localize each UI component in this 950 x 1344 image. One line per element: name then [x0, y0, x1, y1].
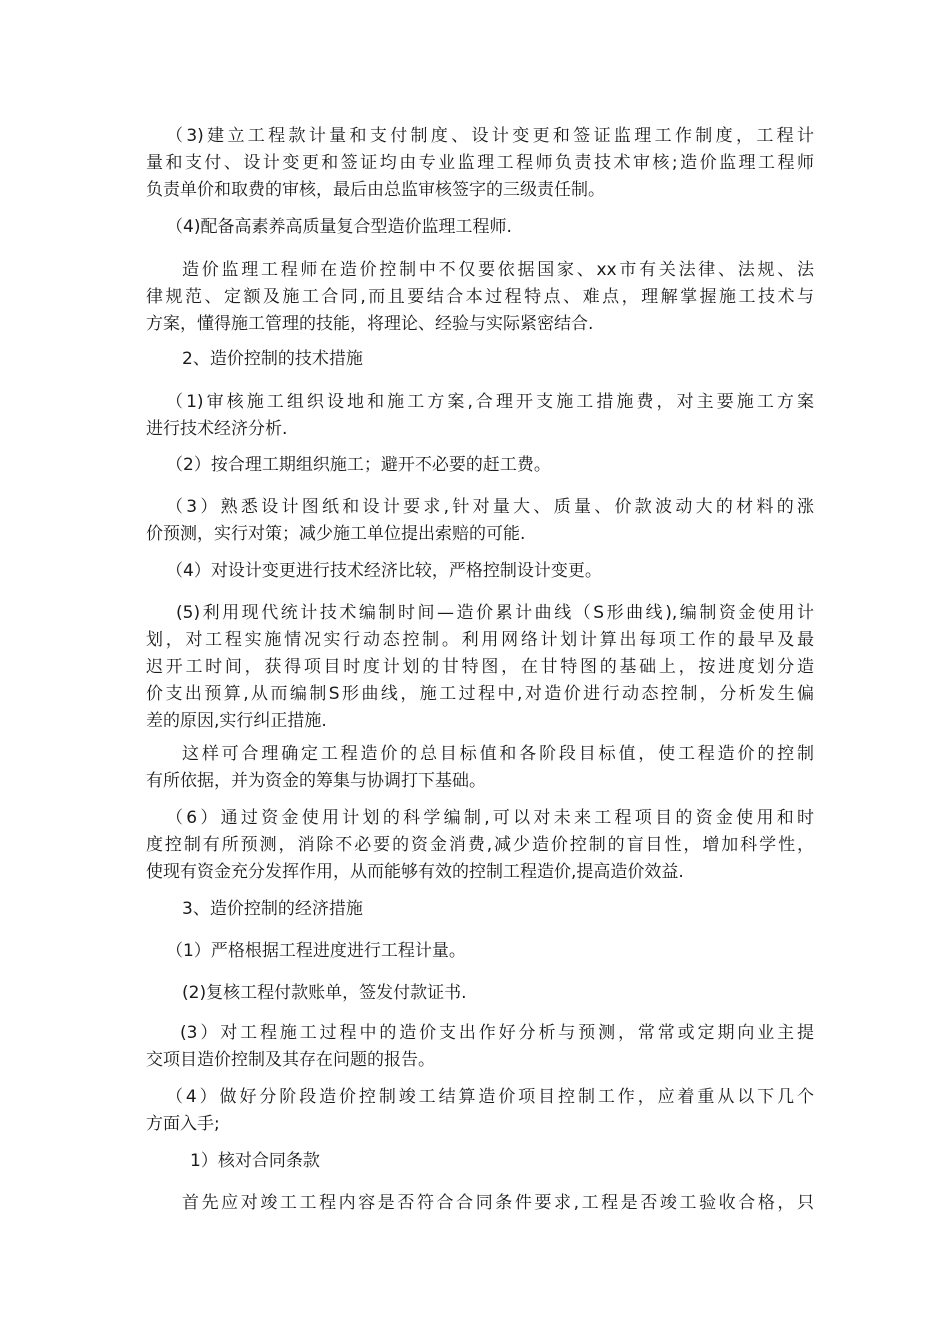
text-line: 方面入手;	[146, 1114, 220, 1134]
section-heading-text: 3、造价控制的经济措施	[182, 899, 363, 919]
section-heading-economic-measures	[146, 896, 814, 923]
text-line: （3)建立工程款计量和支付制度、设计变更和签证监理工作制度，工程计	[166, 126, 814, 146]
paragraph-engineer-requirements	[146, 257, 814, 338]
paragraph-cost-measurement-system	[146, 123, 814, 204]
text-line: 迟开工时间，获得项目时度计划的甘特图，在甘特图的基础上，按进度划分造	[146, 657, 814, 677]
text-line: （4）做好分阶段造价控制竣工结算造价项目控制工作，应着重从以下几个	[166, 1087, 814, 1107]
text-line: （4）对设计变更进行技术经济比较，严格控制设计变更。	[166, 561, 602, 581]
text-line: （6）通过资金使用计划的科学编制,可以对未来工程项目的资金使用和时	[166, 808, 814, 828]
text-line: 交项目造价控制及其存在问题的报告。	[146, 1050, 435, 1070]
text-line: （1)审核施工组织设地和施工方案,合理开支施工措施费，对主要施工方案	[166, 392, 814, 412]
text-line: 这样可合理确定工程造价的总目标值和各阶段目标值，使工程造价的控制	[182, 744, 814, 764]
paragraph-target-values	[146, 741, 814, 795]
paragraph-staffing	[146, 214, 814, 241]
paragraph-tech-item-3	[146, 494, 814, 548]
paragraph-check-contract-body	[146, 1190, 814, 1217]
subheading-text: 1）核对合同条款	[190, 1151, 320, 1171]
text-line: 价支出预算,从而编制S形曲线，施工过程中,对造价进行动态控制，分析发生偏	[146, 684, 814, 704]
text-line: 差的原因,实行纠正措施.	[146, 711, 327, 731]
paragraph-econ-item-3	[146, 1020, 814, 1074]
text-line: 首先应对竣工工程内容是否符合合同条件要求,工程是否竣工验收合格，只	[182, 1193, 814, 1213]
text-line: 律规范、定额及施工合同,而且要结合本过程特点、难点，理解掌握施工技术与	[146, 287, 814, 307]
text-line: (5)利用现代统计技术编制时间—造价累计曲线（S形曲线),编制资金使用计	[176, 603, 814, 623]
section-heading-text: 2、造价控制的技术措施	[182, 349, 363, 369]
text-line: 度控制有所预测，消除不必要的资金消费,减少造价控制的盲目性，增加科学性，	[146, 835, 814, 855]
text-line: (2)复核工程付款账单，签发付款证书.	[182, 983, 467, 1003]
text-line: 量和支付、设计变更和签证均由专业监理工程师负责技术审核;造价监理工程师	[146, 153, 814, 173]
paragraph-econ-item-2	[146, 980, 814, 1007]
text-line: （3）熟悉设计图纸和设计要求,针对量大、质量、价款波动大的材料的涨	[166, 497, 814, 517]
text-line: 进行技术经济分析.	[146, 419, 288, 439]
text-line: 造价监理工程师在造价控制中不仅要依据国家、xx市有关法律、法规、法	[182, 260, 814, 280]
paragraph-tech-item-6	[146, 805, 814, 886]
paragraph-tech-item-2	[146, 452, 814, 479]
paragraph-tech-item-1	[146, 389, 814, 443]
subheading-check-contract	[146, 1148, 814, 1175]
paragraph-tech-item-5	[146, 600, 814, 735]
text-line: 有所依据，并为资金的筹集与协调打下基础。	[146, 771, 486, 791]
paragraph-econ-item-4	[146, 1084, 814, 1138]
text-line: （2）按合理工期组织施工；避开不必要的赶工费。	[166, 455, 551, 475]
text-line: 使现有资金充分发挥作用，从而能够有效的控制工程造价,提高造价效益.	[146, 862, 684, 882]
section-heading-technical-measures	[146, 346, 814, 373]
text-line: （1）严格根据工程进度进行工程计量。	[166, 941, 466, 961]
text-line: 方案，懂得施工管理的技能，将理论、经验与实际紧密结合.	[146, 314, 594, 334]
paragraph-tech-item-4	[146, 558, 814, 585]
text-line: 负责单价和取费的审核，最后由总监审核签字的三级责任制。	[146, 180, 605, 200]
text-line: 价预测，实行对策；减少施工单位提出索赔的可能.	[146, 524, 526, 544]
text-line: 划，对工程实施情况实行动态控制。利用网络计划计算出每项工作的最早及最	[146, 630, 814, 650]
text-line: （4)配备高素养高质量复合型造价监理工程师.	[166, 217, 512, 237]
text-line: (3）对工程施工过程中的造价支出作好分析与预测，常常或定期向业主提	[180, 1023, 814, 1043]
paragraph-econ-item-1	[146, 938, 814, 965]
